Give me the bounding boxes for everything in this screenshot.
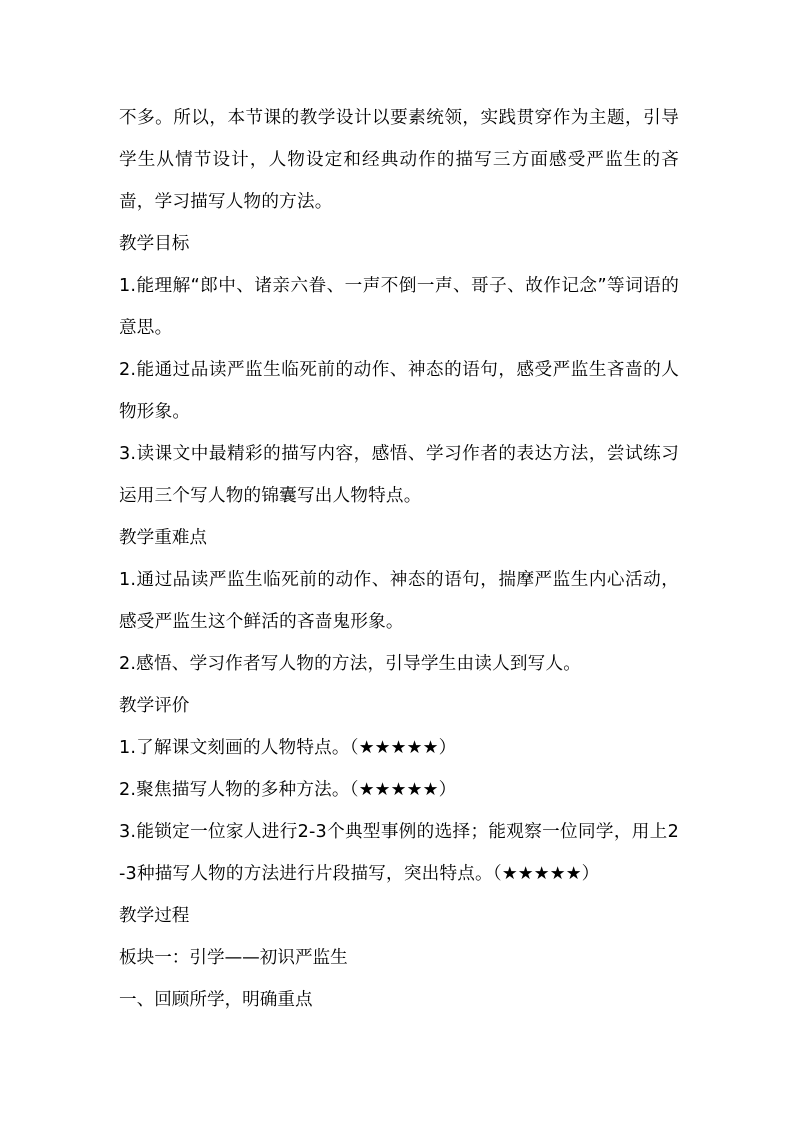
- subsection-heading-block-1: 板块一：引学——初识严监生: [119, 948, 348, 968]
- subsection-heading-review: 一、回顾所学，明确重点: [119, 990, 313, 1010]
- objective-item-3: 3.读课文中最精彩的描写内容，感悟、学习作者的表达方法，尝试练习运用三个写人物的锦囊写出人物特点。: [119, 444, 679, 506]
- evaluation-item-2: 2.聚焦描写人物的多种方法。（★★★★★）: [119, 780, 457, 800]
- section-heading-key-points: 教学重难点: [119, 528, 207, 548]
- document-body: [119, 97, 679, 1021]
- key-point-item-1: 1.通过品读严监生临死前的动作、神态的语句，揣摩严监生内心活动，感受严监生这个鲜活的吝啬鬼形象。: [119, 570, 679, 632]
- evaluation-item-1: 1.了解课文刻画的人物特点。（★★★★★）: [119, 738, 457, 758]
- section-heading-evaluation: 教学评价: [119, 696, 190, 716]
- key-point-item-2: 2.感悟、学习作者写人物的方法，引导学生由读人到写人。: [119, 654, 582, 674]
- intro-paragraph: 不多。所以，本节课的教学设计以要素统领，实践贯穿作为主题，引导学生从情节设计，人物设定和经典动作的描写三方面感受严监生的吝啬，学习描写人物的方法。: [119, 108, 679, 212]
- section-heading-process: 教学过程: [119, 906, 190, 926]
- evaluation-item-3: 3.能锁定一位家人进行2-3个典型事例的选择；能观察一位同学，用上2-3种描写人物的方法进行片段描写，突出特点。（★★★★★）: [119, 822, 679, 884]
- section-heading-objectives: 教学目标: [119, 234, 190, 254]
- objective-item-1: 1.能理解“郎中、诸亲六眷、一声不倒一声、哥子、故作记念”等词语的意思。: [119, 276, 679, 338]
- objective-item-2: 2.能通过品读严监生临死前的动作、神态的语句，感受严监生吝啬的人物形象。: [119, 360, 679, 422]
